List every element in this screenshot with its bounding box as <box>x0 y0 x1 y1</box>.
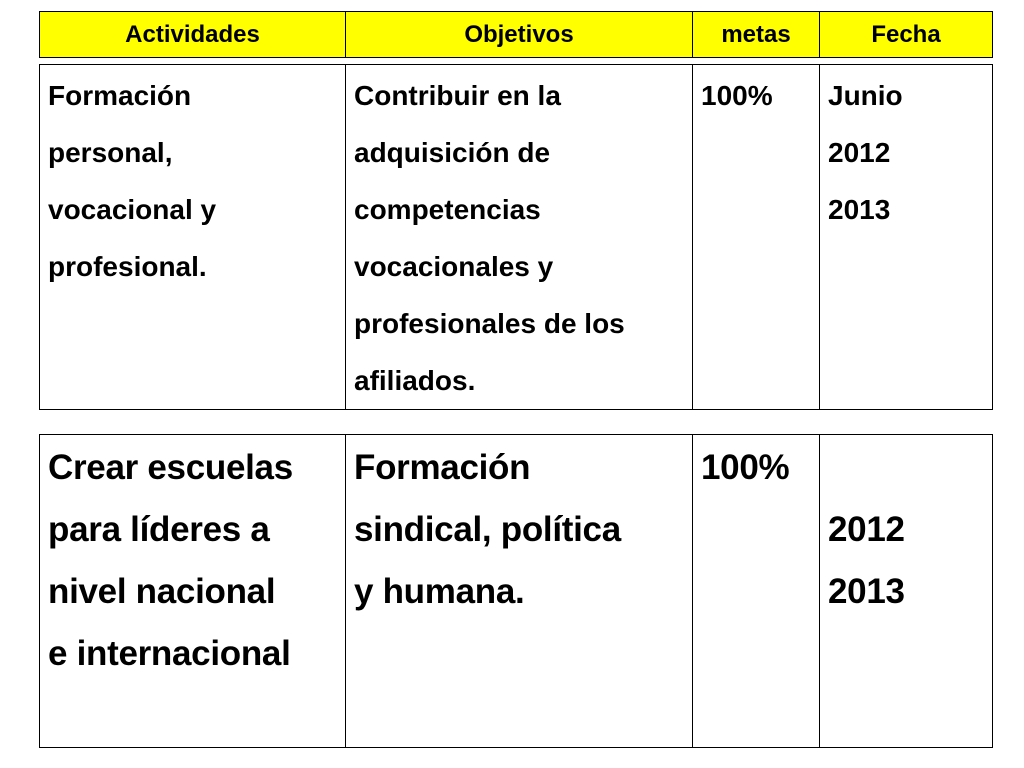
header-fecha: Fecha <box>820 12 993 58</box>
fecha-cell: Junio 2012 2013 <box>820 65 993 410</box>
header-actividades: Actividades <box>40 12 346 58</box>
objetivo-cell: Contribuir en la adquisición de competencias vocacionales y profesionales de los afiliados. <box>346 65 693 410</box>
actividad-cell: Formación personal, vocacional y profesional. <box>40 65 346 410</box>
objetivo-cell: Formación sindical, política y humana. <box>346 435 693 748</box>
header-objetivos: Objetivos <box>346 12 693 58</box>
table-row <box>40 435 993 748</box>
activity-table-1 <box>39 64 993 410</box>
meta-cell: 100% <box>693 435 820 748</box>
actividad-cell: Crear escuelas para líderes a nivel nacional e internacional <box>40 435 346 748</box>
header-table <box>39 11 993 58</box>
header-row <box>40 12 993 58</box>
meta-cell: 100% <box>693 65 820 410</box>
header-metas: metas <box>693 12 820 58</box>
table-row <box>40 65 993 410</box>
activity-table-2 <box>39 434 993 748</box>
fecha-cell: 2012 2013 <box>820 435 993 748</box>
